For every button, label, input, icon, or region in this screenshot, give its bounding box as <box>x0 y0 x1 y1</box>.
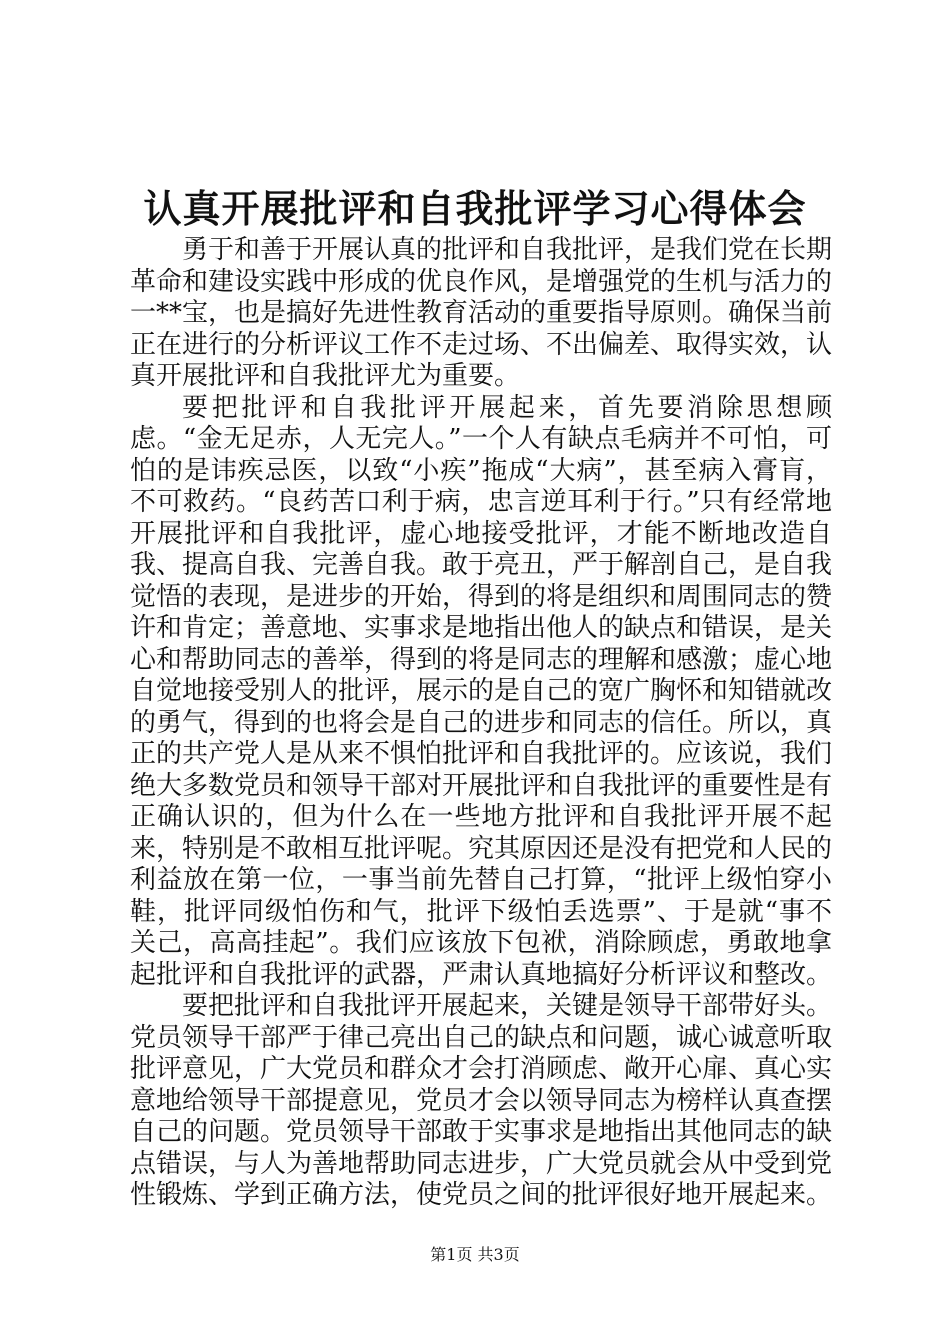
page-footer: 第1页 共3页 <box>430 1245 520 1264</box>
document-body <box>130 235 832 1212</box>
paragraph-1: 勇于和善于开展认真的批评和自我批评，是我们党在长期革命和建设实践中形成的优良作风，是增强党的生机与活力的一**宝，也是搞好先进性教育活动的重要指导原则。确保当前正在进行的分析评议工作不走过场、不出偏差、取得实效，认真开展批评和自我批评尤为重要。 <box>130 235 833 391</box>
paragraph-2: 要把批评和自我批评开展起来，首先要消除思想顾虑。“金无足赤，人无完人。”一个人有缺点毛病并不可怕，可怕的是讳疾忌医，以致“小疾”拖成“大病”，甚至病入膏肓，不可救药。“良药苦口利于病，忠言逆耳利于行。”只有经常地开展批评和自我批评，虚心地接受批评，才能不断地改造自我、提高自我、完善自我。敢于亮丑，严于解剖自己，是自我觉悟的表现，是进步的开始，得到的将是组织和周围同志的赞许和肯定；善意地、实事求是地指出他人的缺点和错误，是关心和帮助同志的善举，得到的将是同志的理解和感激；虚心地自觉地接受别人的批评，展示的是自己的宽广胸怀和知错就改的勇气，得到的也将会是自己的进步和同志的信任。所以，真正的共产党人是从来不惧怕批评和自我批评的。应该说，我们绝大多数党员和领导干部对开展批评和自我批评的重要性是有正确认识的，但为什么在一些地方批评和自我批评开展不起来，特别是不敢相互批评呢。究其原因还是没有把党和人民的利益放在第一位，一事当前先替自己打算，“批评上级怕穿小鞋，批评同级怕伤和气，批评下级怕丢选票”、于是就“事不关己，高高挂起”。我们应该放下包袱，消除顾虑，勇敢地拿起批评和自我批评的武器，严肃认真地搞好分析评议和整改。 <box>130 392 833 990</box>
paragraph-3: 要把批评和自我批评开展起来，关键是领导干部带好头。党员领导干部严于律己亮出自己的缺点和问题，诚心诚意听取批评意见，广大党员和群众才会打消顾虑、敞开心扉、真心实意地给领导干部提意见，党员才会以领导同志为榜样认真查摆自己的问题。党员领导干部敢于实事求是地指出其他同志的缺点错误，与人为善地帮助同志进步，广大党员就会从中受到党性锻炼、学到正确方法，使党员之间的批评很好地开展起来。 <box>130 991 833 1210</box>
document-title: 认真开展批评和自我批评学习心得体会 <box>143 186 807 231</box>
